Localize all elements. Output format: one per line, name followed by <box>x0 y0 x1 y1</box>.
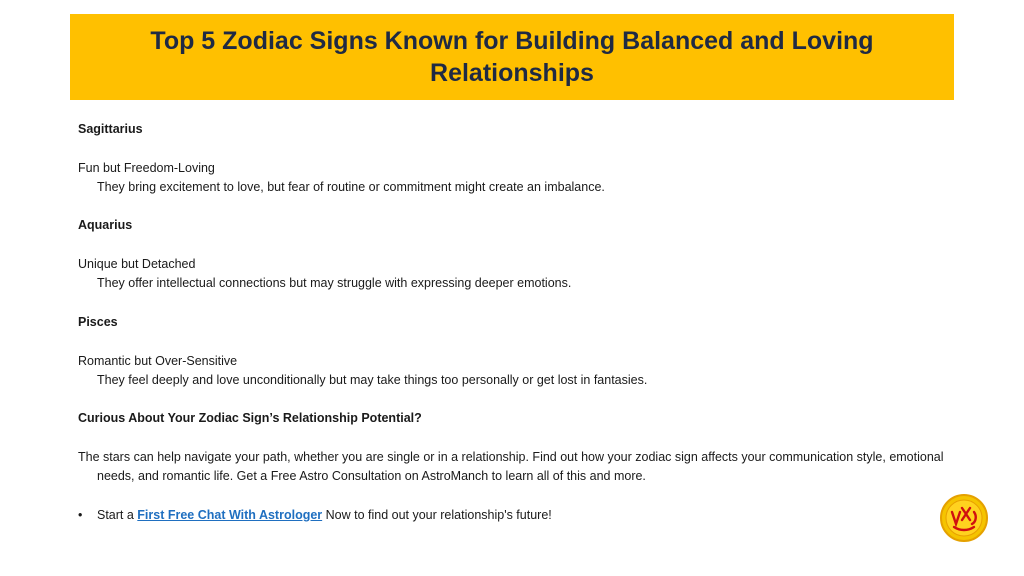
sign-description-pisces: They feel deeply and love unconditionally but may take things too personally or get lost in fantasies. <box>97 372 648 387</box>
title-banner <box>70 14 954 100</box>
spacer <box>78 429 958 448</box>
spacer <box>78 139 958 158</box>
spacer <box>78 236 958 255</box>
sign-trait-aquarius: Unique but Detached <box>78 257 196 272</box>
sign-description-sagittarius: They bring excitement to love, but fear of routine or commitment might create an imbalance. <box>97 179 605 194</box>
main-content <box>78 120 958 525</box>
free-chat-link[interactable]: First Free Chat With Astrologer <box>137 507 323 522</box>
spacer <box>78 332 958 351</box>
sign-trait-pisces: Romantic but Over-Sensitive <box>78 353 238 368</box>
sign-name-pisces: Pisces <box>78 314 118 329</box>
spacer <box>78 390 958 409</box>
cta-bullet-suffix: Now to find out your relationship's future! <box>322 507 552 522</box>
sign-trait-sagittarius: Fun but Freedom-Loving <box>78 160 215 175</box>
astromanch-logo-icon <box>940 494 988 542</box>
spacer <box>78 294 958 313</box>
bullet-icon: • <box>78 507 83 522</box>
spacer <box>78 197 958 216</box>
sign-name-aquarius: Aquarius <box>78 218 133 233</box>
cta-bullet <box>78 506 958 525</box>
cta-bullet-prefix: Start a <box>97 507 138 522</box>
cta-paragraph: The stars can help navigate your path, whether you are single or in a relationship. Find out how your zodiac sign affects your communication style, emotional needs, and romantic life. Get a Free Astro Consultation on AstroManch to learn all of this and more. <box>78 450 944 484</box>
sign-name-sagittarius: Sagittarius <box>78 122 143 136</box>
spacer <box>78 487 958 506</box>
cta-heading: Curious About Your Zodiac Sign’s Relationship Potential? <box>78 411 422 426</box>
sign-description-aquarius: They offer intellectual connections but may struggle with expressing deeper emotions. <box>97 276 572 291</box>
page-title: Top 5 Zodiac Signs Known for Building Balanced and Loving Relationships <box>150 27 874 87</box>
